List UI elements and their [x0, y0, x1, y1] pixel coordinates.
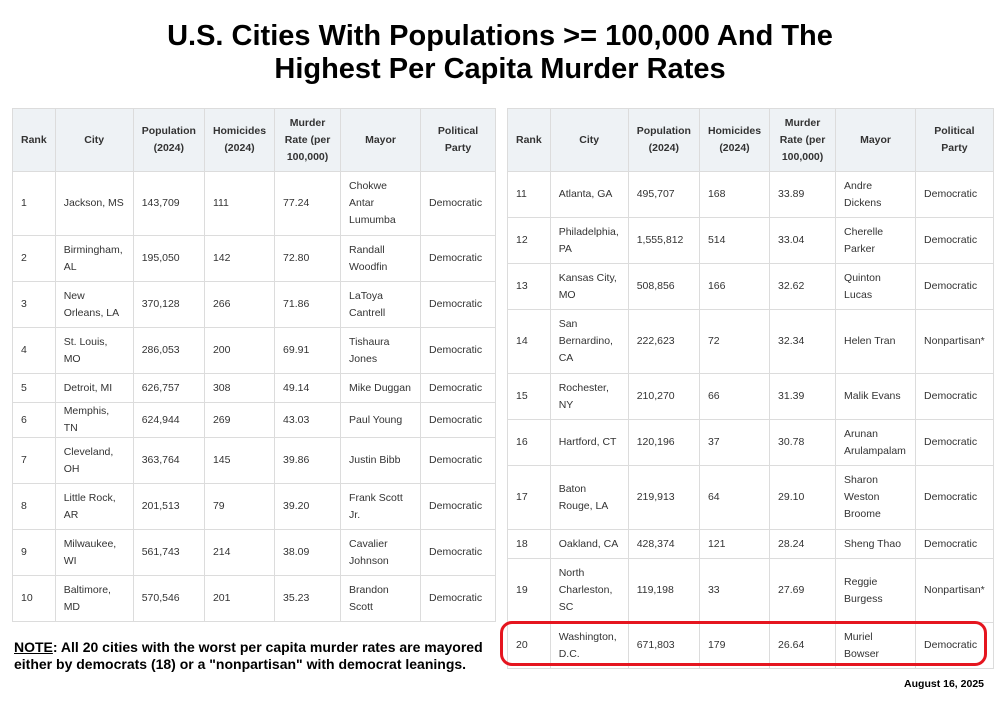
cell-population: 671,803 [628, 623, 699, 669]
table-row [13, 236, 496, 282]
cell-rank: 9 [13, 530, 56, 576]
cell-rank: 8 [13, 484, 56, 530]
table-row [13, 328, 496, 374]
cell-murder-rate: 77.24 [275, 172, 341, 236]
table-row [13, 530, 496, 576]
table-row [508, 559, 994, 623]
table-row [13, 484, 496, 530]
title-line-1: U.S. Cities With Populations >= 100,000 And The [167, 20, 833, 52]
cell-murder-rate: 32.62 [770, 264, 836, 310]
cell-rank: 3 [13, 282, 56, 328]
cell-rank: 4 [13, 328, 56, 374]
date-stamp: August 16, 2025 [904, 678, 984, 690]
cell-political-party: Democratic [421, 403, 496, 438]
header-population: Population (2024) [628, 109, 699, 172]
cell-political-party: Democratic [421, 438, 496, 484]
header-political-party: Political Party [421, 109, 496, 172]
table-row [13, 374, 496, 403]
note-label: NOTE [14, 639, 53, 655]
cell-murder-rate: 72.80 [275, 236, 341, 282]
cell-population: 495,707 [628, 172, 699, 218]
cell-city: San Bernardino, CA [550, 310, 628, 374]
cell-city: Milwaukee, WI [55, 530, 133, 576]
cell-city: New Orleans, LA [55, 282, 133, 328]
cell-mayor: Paul Young [341, 403, 421, 438]
cell-mayor: Randall Woodfin [341, 236, 421, 282]
cell-political-party: Democratic [421, 576, 496, 622]
cell-rank: 7 [13, 438, 56, 484]
cell-homicides: 269 [204, 403, 274, 438]
cell-murder-rate: 26.64 [770, 623, 836, 669]
cell-political-party: Democratic [421, 484, 496, 530]
cell-rank: 5 [13, 374, 56, 403]
cell-rank: 18 [508, 530, 551, 559]
cell-homicides: 79 [204, 484, 274, 530]
cell-population: 570,546 [133, 576, 204, 622]
cell-rank: 2 [13, 236, 56, 282]
header-mayor: Mayor [341, 109, 421, 172]
cell-population: 561,743 [133, 530, 204, 576]
cell-mayor: Tishaura Jones [341, 328, 421, 374]
cell-mayor: Quinton Lucas [836, 264, 916, 310]
cell-city: St. Louis, MO [55, 328, 133, 374]
header-murder-rate: Murder Rate (per 100,000) [275, 109, 341, 172]
cell-political-party: Democratic [916, 420, 994, 466]
cell-mayor: Sharon Weston Broome [836, 466, 916, 530]
cell-rank: 11 [508, 172, 551, 218]
cell-city: Little Rock, AR [55, 484, 133, 530]
cell-murder-rate: 39.86 [275, 438, 341, 484]
cell-population: 428,374 [628, 530, 699, 559]
table-row [13, 576, 496, 622]
cell-political-party: Nonpartisan* [916, 559, 994, 623]
cell-mayor: Cherelle Parker [836, 218, 916, 264]
cell-rank: 15 [508, 374, 551, 420]
cell-city: Atlanta, GA [550, 172, 628, 218]
cell-murder-rate: 43.03 [275, 403, 341, 438]
cell-murder-rate: 35.23 [275, 576, 341, 622]
cell-political-party: Democratic [916, 218, 994, 264]
cell-city: Oakland, CA [550, 530, 628, 559]
cell-city: Kansas City, MO [550, 264, 628, 310]
header-homicides: Homicides (2024) [204, 109, 274, 172]
cell-city: Memphis, TN [55, 403, 133, 438]
table-header-row [508, 109, 994, 172]
cell-population: 210,270 [628, 374, 699, 420]
header-city: City [55, 109, 133, 172]
cell-population: 370,128 [133, 282, 204, 328]
cell-homicides: 72 [699, 310, 769, 374]
cell-homicides: 111 [204, 172, 274, 236]
cell-mayor: Frank Scott Jr. [341, 484, 421, 530]
cell-homicides: 33 [699, 559, 769, 623]
table-row [508, 466, 994, 530]
cell-city: North Charleston, SC [550, 559, 628, 623]
cell-city: Philadelphia, PA [550, 218, 628, 264]
table-row [508, 420, 994, 466]
cell-homicides: 179 [699, 623, 769, 669]
cell-homicides: 201 [204, 576, 274, 622]
cell-murder-rate: 33.04 [770, 218, 836, 264]
cell-political-party: Democratic [916, 623, 994, 669]
table-row [508, 374, 994, 420]
cell-murder-rate: 27.69 [770, 559, 836, 623]
cell-murder-rate: 38.09 [275, 530, 341, 576]
cell-rank: 19 [508, 559, 551, 623]
cell-mayor: Muriel Bowser [836, 623, 916, 669]
cell-city: Hartford, CT [550, 420, 628, 466]
header-rank: Rank [13, 109, 56, 172]
cell-murder-rate: 39.20 [275, 484, 341, 530]
cell-political-party: Democratic [421, 530, 496, 576]
cell-homicides: 214 [204, 530, 274, 576]
cell-political-party: Democratic [421, 236, 496, 282]
cell-rank: 12 [508, 218, 551, 264]
cell-mayor: Brandon Scott [341, 576, 421, 622]
cell-city: Rochester, NY [550, 374, 628, 420]
table-row [508, 623, 994, 669]
cell-homicides: 168 [699, 172, 769, 218]
title-line-2: Highest Per Capita Murder Rates [274, 53, 726, 85]
cell-murder-rate: 31.39 [770, 374, 836, 420]
cell-mayor: Chokwe Antar Lumumba [341, 172, 421, 236]
cell-city: Cleveland, OH [55, 438, 133, 484]
cell-population: 195,050 [133, 236, 204, 282]
cell-mayor: Helen Tran [836, 310, 916, 374]
cell-mayor: LaToya Cantrell [341, 282, 421, 328]
cell-population: 219,913 [628, 466, 699, 530]
cell-homicides: 308 [204, 374, 274, 403]
cell-rank: 14 [508, 310, 551, 374]
cell-rank: 10 [13, 576, 56, 622]
cell-city: Jackson, MS [55, 172, 133, 236]
cell-murder-rate: 30.78 [770, 420, 836, 466]
cell-population: 626,757 [133, 374, 204, 403]
cell-murder-rate: 49.14 [275, 374, 341, 403]
cell-population: 201,513 [133, 484, 204, 530]
cell-population: 119,198 [628, 559, 699, 623]
table-ranks-1-10 [12, 108, 496, 622]
cell-political-party: Democratic [916, 530, 994, 559]
header-political-party: Political Party [916, 109, 994, 172]
cell-murder-rate: 71.86 [275, 282, 341, 328]
cell-population: 624,944 [133, 403, 204, 438]
table-row [13, 172, 496, 236]
cell-city: Baton Rouge, LA [550, 466, 628, 530]
cell-city: Detroit, MI [55, 374, 133, 403]
cell-political-party: Democratic [421, 172, 496, 236]
table-row [508, 172, 994, 218]
header-mayor: Mayor [836, 109, 916, 172]
table-row [508, 310, 994, 374]
cell-mayor: Reggie Burgess [836, 559, 916, 623]
cell-homicides: 166 [699, 264, 769, 310]
cell-rank: 16 [508, 420, 551, 466]
cell-political-party: Nonpartisan* [916, 310, 994, 374]
table-row [508, 264, 994, 310]
header-murder-rate: Murder Rate (per 100,000) [770, 109, 836, 172]
cell-population: 143,709 [133, 172, 204, 236]
table-header-row [13, 109, 496, 172]
cell-city: Washington, D.C. [550, 623, 628, 669]
cell-rank: 20 [508, 623, 551, 669]
cell-population: 120,196 [628, 420, 699, 466]
cell-homicides: 64 [699, 466, 769, 530]
cell-homicides: 514 [699, 218, 769, 264]
table-row [508, 218, 994, 264]
header-homicides: Homicides (2024) [699, 109, 769, 172]
cell-homicides: 145 [204, 438, 274, 484]
note-text [14, 639, 484, 673]
cell-population: 1,555,812 [628, 218, 699, 264]
table-row [508, 530, 994, 559]
header-city: City [550, 109, 628, 172]
cell-homicides: 142 [204, 236, 274, 282]
cell-mayor: Cavalier Johnson [341, 530, 421, 576]
cell-political-party: Democratic [916, 172, 994, 218]
cell-homicides: 200 [204, 328, 274, 374]
header-population: Population (2024) [133, 109, 204, 172]
cell-murder-rate: 29.10 [770, 466, 836, 530]
cell-mayor: Arunan Arulampalam [836, 420, 916, 466]
table-row [13, 438, 496, 484]
cell-homicides: 37 [699, 420, 769, 466]
cell-political-party: Democratic [421, 282, 496, 328]
cell-population: 363,764 [133, 438, 204, 484]
cell-political-party: Democratic [916, 374, 994, 420]
cell-political-party: Democratic [421, 328, 496, 374]
cell-rank: 1 [13, 172, 56, 236]
cell-homicides: 66 [699, 374, 769, 420]
note-body: : All 20 cities with the worst per capita murder rates are mayored either by democrats (18) or a "nonpartisan" with democrat leanings. [14, 639, 483, 672]
cell-murder-rate: 32.34 [770, 310, 836, 374]
cell-mayor: Andre Dickens [836, 172, 916, 218]
cell-rank: 17 [508, 466, 551, 530]
cell-murder-rate: 33.89 [770, 172, 836, 218]
cell-population: 286,053 [133, 328, 204, 374]
table-ranks-11-20 [507, 108, 994, 669]
cell-population: 508,856 [628, 264, 699, 310]
table-row [13, 403, 496, 438]
cell-murder-rate: 69.91 [275, 328, 341, 374]
cell-murder-rate: 28.24 [770, 530, 836, 559]
cell-rank: 13 [508, 264, 551, 310]
cell-mayor: Sheng Thao [836, 530, 916, 559]
cell-mayor: Justin Bibb [341, 438, 421, 484]
cell-homicides: 266 [204, 282, 274, 328]
cell-mayor: Malik Evans [836, 374, 916, 420]
page-title [0, 20, 1000, 86]
cell-mayor: Mike Duggan [341, 374, 421, 403]
cell-political-party: Democratic [916, 264, 994, 310]
cell-city: Baltimore, MD [55, 576, 133, 622]
table-row [13, 282, 496, 328]
cell-political-party: Democratic [421, 374, 496, 403]
header-rank: Rank [508, 109, 551, 172]
cell-city: Birmingham, AL [55, 236, 133, 282]
cell-population: 222,623 [628, 310, 699, 374]
cell-homicides: 121 [699, 530, 769, 559]
cell-rank: 6 [13, 403, 56, 438]
cell-political-party: Democratic [916, 466, 994, 530]
